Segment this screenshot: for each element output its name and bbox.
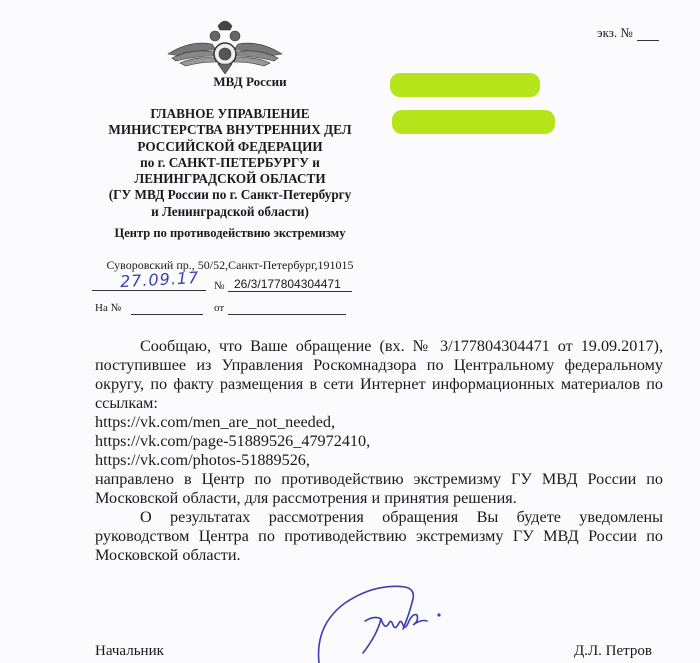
organization-heading (80, 106, 380, 220)
body-line: Московской области. (95, 546, 241, 564)
address: Суворовский пр., 50/52,Санкт-Петербург,191015 (106, 258, 354, 272)
org-line: и Ленинградской области) (151, 203, 309, 219)
link-text: https://vk.com/photos-51889526, (95, 451, 310, 469)
body-line: ссылкам: (95, 394, 158, 412)
body-line: руководством Центра по противодействию экстремизму ГУ МВД России по (95, 527, 663, 545)
from-line (228, 314, 346, 315)
emblem-caption: МВД России (213, 74, 287, 89)
link-text: https://vk.com/men_are_not_needed, (95, 413, 336, 431)
signatory-name: Д.Л. Петров (574, 643, 652, 659)
copy-number-label: экз. № (597, 25, 633, 40)
org-line: ЛЕНИНГРАДСКОЙ ОБЛАСТИ (134, 171, 326, 187)
copy-number (597, 25, 659, 41)
body-line: округу, по факту размещения в сети Интернет информационных материалов по (95, 375, 663, 393)
signatory-title: Начальник (95, 643, 164, 659)
org-line: (ГУ МВД России по г. Санкт-Петербургу (108, 187, 352, 203)
body-line: О результатах рассмотрения обращения Вы будете уведомлены (140, 508, 663, 526)
redaction-bar (392, 110, 555, 134)
body-line: Сообщаю, что Ваше обращение (вх. № 3/177804304471 от 19.09.2017), (140, 337, 663, 355)
letter-body (95, 337, 663, 565)
outgoing-number: 26/3/177804304471 (228, 277, 352, 292)
reply-to-label: На № (95, 302, 122, 314)
org-line: МИНИСТЕРСТВА ВНУТРЕННИХ ДЕЛ (108, 122, 352, 138)
from-label: от (214, 302, 225, 314)
body-line: Московской области, для рассмотрения и принятия решения. (95, 489, 517, 507)
mvd-emblem-icon (160, 14, 290, 76)
number-label: № (214, 280, 225, 292)
date-line (92, 290, 206, 291)
org-line: РОССИЙСКОЙ ФЕДЕРАЦИИ (137, 138, 323, 154)
redaction-bar (390, 73, 540, 97)
body-line: направлено в Центр по противодействию экстремизму ГУ МВД России по (95, 470, 663, 488)
org-line: ГЛАВНОЕ УПРАВЛЕНИЕ (150, 106, 310, 121)
link-text: https://vk.com/page-51889526_47972410, (95, 432, 371, 450)
handwritten-date: 27.09.17 (119, 267, 200, 292)
body-line: поступившее из Управления Роскомнадзора по Центральному федеральному (95, 356, 663, 374)
signature-icon (305, 575, 465, 663)
reply-to-line (131, 314, 203, 315)
org-line: по г. САНКТ-ПЕТЕРБУРГУ и (140, 154, 320, 170)
copy-number-blank (637, 28, 659, 41)
department-name: Центр по противодействию экстремизму (114, 226, 346, 240)
